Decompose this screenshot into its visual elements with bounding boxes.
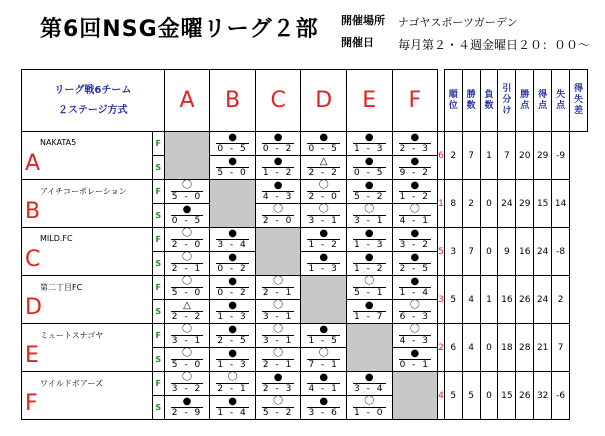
rank-value: 2 xyxy=(438,324,445,372)
result-cell xyxy=(301,228,347,252)
result-cell xyxy=(255,324,301,348)
stat-value: 2 xyxy=(462,180,480,228)
team-letter: B xyxy=(25,199,41,224)
result-mark: ● xyxy=(319,372,329,383)
result-cell xyxy=(255,348,301,372)
result-cell xyxy=(392,228,438,252)
result-cell xyxy=(255,276,301,300)
result-mark: ● xyxy=(182,204,192,215)
stat-header-7: 得 失 差 xyxy=(570,70,588,132)
result-cell xyxy=(210,372,256,396)
result-mark: 〇 xyxy=(409,324,420,335)
result-cell xyxy=(255,372,301,396)
result-score: 0 - 1 xyxy=(399,360,431,370)
result-cell xyxy=(210,156,256,180)
team-cell xyxy=(22,180,153,228)
stat-value: 24 xyxy=(534,276,552,324)
stat-value: 26 xyxy=(516,372,534,420)
result-score: 2 - 2 xyxy=(308,168,339,178)
result-mark: 〇 xyxy=(273,396,284,407)
result-cell xyxy=(392,348,438,372)
team-letter: C xyxy=(25,247,41,272)
rank-value: 1 xyxy=(438,180,445,228)
team-name: MILD.FC xyxy=(40,234,73,243)
result-score: 1 - 2 xyxy=(262,168,294,178)
stage-label: F xyxy=(152,180,164,204)
column-header-e: E xyxy=(346,70,392,132)
result-cell xyxy=(210,324,256,348)
result-cell xyxy=(392,156,438,180)
result-mark: ● xyxy=(319,132,329,143)
result-mark: 〇 xyxy=(364,204,375,215)
stage-label: S xyxy=(152,348,164,372)
result-mark: 〇 xyxy=(409,300,420,311)
stat-value: 15 xyxy=(534,180,552,228)
result-cell xyxy=(301,348,347,372)
result-mark: ● xyxy=(364,180,374,191)
result-cell xyxy=(301,156,347,180)
stat-value: 21 xyxy=(534,324,552,372)
result-cell xyxy=(164,300,210,324)
result-mark: ● xyxy=(410,276,420,287)
result-cell xyxy=(392,204,438,228)
result-cell xyxy=(164,396,210,420)
result-cell xyxy=(346,300,392,324)
result-mark: △ xyxy=(319,156,328,167)
result-mark: ● xyxy=(319,396,329,407)
stat-value: -8 xyxy=(552,228,570,276)
result-mark: 〇 xyxy=(182,228,192,239)
result-score: 2 - 3 xyxy=(399,144,431,154)
result-cell xyxy=(392,276,438,300)
result-score: 7 - 1 xyxy=(308,360,339,370)
result-mark: ● xyxy=(228,276,237,287)
stage-label: S xyxy=(152,396,164,420)
result-score: 2 - 5 xyxy=(217,336,248,346)
stat-value: 2 xyxy=(552,276,570,324)
stat-header-0: 順 位 xyxy=(444,70,462,132)
stat-value: -9 xyxy=(552,132,570,180)
stat-header-6: 失 点 xyxy=(552,70,570,132)
result-score: 2 - 0 xyxy=(308,192,339,202)
header-row xyxy=(22,70,588,132)
stat-value: 29 xyxy=(534,132,552,180)
team-name: 第二丁目FC xyxy=(40,283,83,292)
result-cell xyxy=(301,180,347,204)
result-score: 3 - 1 xyxy=(262,312,294,322)
stat-value: 16 xyxy=(516,228,534,276)
team-cell xyxy=(22,228,153,276)
result-score: 3 - 2 xyxy=(171,384,203,394)
rank-value: 4 xyxy=(438,372,445,420)
rank-value: 3 xyxy=(438,276,445,324)
result-cell xyxy=(255,156,301,180)
result-mark: ● xyxy=(228,132,237,143)
result-score: 1 - 4 xyxy=(217,408,248,418)
column-header-c: C xyxy=(255,70,301,132)
column-header-a: A xyxy=(164,70,210,132)
result-score: 1 - 3 xyxy=(354,144,385,154)
result-score: 4 - 3 xyxy=(262,192,294,202)
result-mark: ● xyxy=(410,228,420,239)
result-score: 3 - 1 xyxy=(171,336,203,346)
stat-value: 7 xyxy=(462,228,480,276)
result-mark: ● xyxy=(273,180,283,191)
corner-line1: リーグ戦6チーム xyxy=(54,84,132,96)
result-score: 2 - 1 xyxy=(217,384,248,394)
result-score: 3 - 2 xyxy=(399,240,431,250)
stat-value: 2 xyxy=(444,132,462,180)
result-cell xyxy=(255,132,301,156)
team-row xyxy=(22,372,588,396)
result-mark: ● xyxy=(228,396,237,407)
stat-value: 16 xyxy=(498,276,516,324)
result-mark: ● xyxy=(410,180,420,191)
stat-value: 7 xyxy=(498,132,516,180)
result-mark: ● xyxy=(273,372,283,383)
stat-value: 5 xyxy=(444,276,462,324)
result-cell xyxy=(346,180,392,204)
result-score: 5 - 1 xyxy=(354,288,385,298)
result-cell xyxy=(301,324,347,348)
result-cell xyxy=(164,372,210,396)
team-name: ミュートスナゴヤ xyxy=(40,331,104,340)
stat-value: 8 xyxy=(444,180,462,228)
result-cell xyxy=(301,204,347,228)
column-header-b: B xyxy=(210,70,256,132)
result-mark: 〇 xyxy=(364,396,375,407)
team-name: ワイルドボアーズ xyxy=(40,379,104,388)
stage-label: F xyxy=(152,372,164,396)
page-title: 第6回NSG金曜リーグ２部 xyxy=(40,17,319,42)
result-score: 1 - 3 xyxy=(354,240,385,250)
column-header-f: F xyxy=(392,70,438,132)
result-cell xyxy=(255,204,301,228)
stat-value: 0 xyxy=(480,228,498,276)
result-mark: △ xyxy=(183,300,191,311)
result-mark: 〇 xyxy=(409,204,420,215)
venue-label: 開催場所 xyxy=(341,14,385,27)
result-mark: ● xyxy=(410,156,420,167)
result-cell xyxy=(346,156,392,180)
stat-value: 5 xyxy=(444,372,462,420)
result-cell xyxy=(346,396,392,420)
result-cell xyxy=(301,372,347,396)
result-mark: ● xyxy=(364,132,374,143)
self-cell xyxy=(164,132,210,180)
result-score: 0 - 2 xyxy=(217,264,248,274)
stat-value: 14 xyxy=(552,180,570,228)
result-mark: ● xyxy=(228,300,237,311)
stage-label: S xyxy=(152,204,164,228)
result-score: 0 - 2 xyxy=(217,288,248,298)
result-cell xyxy=(255,180,301,204)
team-letter: F xyxy=(25,391,38,416)
result-cell xyxy=(255,396,301,420)
result-cell xyxy=(301,396,347,420)
corner-line2: ２ステージ方式 xyxy=(58,104,128,116)
date-label: 開催日 xyxy=(341,36,374,49)
result-score: 3 - 4 xyxy=(217,240,248,250)
result-score: 2 - 0 xyxy=(262,216,294,226)
result-cell xyxy=(210,276,256,300)
result-mark: 〇 xyxy=(182,348,192,359)
result-mark: 〇 xyxy=(273,204,284,215)
result-mark: ● xyxy=(182,396,192,407)
result-mark: ● xyxy=(410,132,420,143)
team-cell xyxy=(22,372,153,420)
stage-label: F xyxy=(152,276,164,300)
result-cell xyxy=(164,252,210,276)
team-name: アイチコーポレーション xyxy=(40,187,127,196)
stat-value: 9 xyxy=(498,228,516,276)
result-score: 3 - 1 xyxy=(354,216,385,226)
team-row xyxy=(22,132,588,156)
result-cell xyxy=(255,300,301,324)
result-cell xyxy=(210,396,256,420)
team-row xyxy=(22,228,588,252)
result-mark: ● xyxy=(364,156,374,167)
result-cell xyxy=(392,300,438,324)
team-letter: E xyxy=(25,343,39,368)
rank-value: 6 xyxy=(438,132,445,180)
result-cell xyxy=(346,252,392,276)
result-cell xyxy=(164,348,210,372)
result-mark: 〇 xyxy=(318,180,329,191)
result-mark: 〇 xyxy=(182,276,192,287)
result-cell xyxy=(392,324,438,348)
result-score: 2 - 9 xyxy=(171,408,203,418)
league-table xyxy=(21,69,588,420)
stat-value: 7 xyxy=(462,132,480,180)
result-cell xyxy=(346,372,392,396)
result-cell xyxy=(164,276,210,300)
result-mark: ● xyxy=(319,228,329,239)
result-score: 1 - 2 xyxy=(308,240,339,250)
result-score: 0 - 5 xyxy=(171,216,203,226)
result-cell xyxy=(346,228,392,252)
result-score: 1 - 5 xyxy=(308,336,339,346)
result-cell xyxy=(301,252,347,276)
stat-value: 24 xyxy=(498,180,516,228)
stat-value: 6 xyxy=(444,324,462,372)
result-score: 2 - 1 xyxy=(171,264,203,274)
stage-label: F xyxy=(152,228,164,252)
date-value: 毎月第２・４週金曜日２０：００～ xyxy=(398,38,591,52)
team-letter: D xyxy=(25,295,42,320)
team-cell xyxy=(22,132,153,180)
stat-header-1: 勝 数 xyxy=(462,70,480,132)
result-cell xyxy=(164,180,210,204)
stat-value: 0 xyxy=(480,372,498,420)
stat-value: 7 xyxy=(552,324,570,372)
result-mark: ● xyxy=(364,372,374,383)
result-mark: 〇 xyxy=(182,252,192,263)
result-mark: ● xyxy=(228,156,237,167)
self-cell xyxy=(255,228,301,276)
result-score: 1 - 0 xyxy=(354,408,385,418)
result-score: 9 - 2 xyxy=(399,168,431,178)
result-score: 3 - 1 xyxy=(308,216,339,226)
result-score: 1 - 2 xyxy=(354,264,385,274)
result-score: 2 - 3 xyxy=(262,384,294,394)
venue-value: ナゴヤスポーツガーデン xyxy=(398,16,518,29)
team-row xyxy=(22,276,588,300)
stat-header-2: 負 数 xyxy=(480,70,498,132)
stat-value: 4 xyxy=(462,324,480,372)
result-mark: 〇 xyxy=(273,300,284,311)
result-mark: ● xyxy=(410,252,420,263)
result-mark: ● xyxy=(273,156,283,167)
result-score: 5 - 2 xyxy=(354,192,385,202)
result-score: 2 - 1 xyxy=(262,360,294,370)
result-cell xyxy=(210,132,256,156)
stat-value: 3 xyxy=(444,228,462,276)
stat-value: 32 xyxy=(534,372,552,420)
result-mark: 〇 xyxy=(182,180,192,191)
result-score: 1 - 7 xyxy=(354,312,385,322)
result-mark: 〇 xyxy=(273,324,284,335)
result-mark: ● xyxy=(410,348,420,359)
result-cell xyxy=(164,204,210,228)
corner-cell xyxy=(22,70,165,132)
stat-value: 4 xyxy=(462,276,480,324)
result-score: 5 - 0 xyxy=(171,360,203,370)
result-score: 3 - 1 xyxy=(262,336,294,346)
result-cell xyxy=(210,228,256,252)
result-mark: ● xyxy=(319,252,329,263)
result-cell xyxy=(346,204,392,228)
result-mark: ● xyxy=(228,228,237,239)
stat-value: 28 xyxy=(516,324,534,372)
result-cell xyxy=(392,180,438,204)
result-score: 4 - 3 xyxy=(399,336,431,346)
result-cell xyxy=(210,348,256,372)
stat-value: 20 xyxy=(516,132,534,180)
result-score: 5 - 2 xyxy=(262,408,294,418)
self-cell xyxy=(392,372,438,420)
result-score: 2 - 1 xyxy=(262,288,294,298)
result-score: 1 - 3 xyxy=(217,360,248,370)
divider xyxy=(438,70,445,132)
result-score: 0 - 5 xyxy=(354,168,385,178)
result-cell xyxy=(346,276,392,300)
stat-value: 29 xyxy=(516,180,534,228)
stat-value: 26 xyxy=(516,276,534,324)
result-score: 0 - 2 xyxy=(262,144,294,154)
stat-value: 5 xyxy=(462,372,480,420)
rank-value: 5 xyxy=(438,228,445,276)
result-mark: ● xyxy=(228,252,237,263)
stat-value: 1 xyxy=(480,132,498,180)
stage-label: F xyxy=(152,132,164,156)
result-mark: 〇 xyxy=(182,324,192,335)
stat-value: 1 xyxy=(480,276,498,324)
stat-value: -6 xyxy=(552,372,570,420)
stat-header-5: 得 点 xyxy=(534,70,552,132)
self-cell xyxy=(210,180,256,228)
result-cell xyxy=(164,228,210,252)
result-cell xyxy=(392,132,438,156)
stage-label: S xyxy=(152,156,164,180)
team-name: NAKATA5 xyxy=(40,138,77,147)
result-score: 5 - 0 xyxy=(171,288,203,298)
result-cell xyxy=(164,324,210,348)
team-letter: A xyxy=(25,151,41,176)
result-score: 5 - 0 xyxy=(217,168,248,178)
result-score: 0 - 5 xyxy=(217,144,248,154)
stage-label: S xyxy=(152,300,164,324)
result-score: 0 - 5 xyxy=(308,144,339,154)
result-score: 2 - 0 xyxy=(171,240,203,250)
result-mark: ● xyxy=(319,324,329,335)
result-mark: 〇 xyxy=(318,348,329,359)
result-mark: 〇 xyxy=(273,348,284,359)
self-cell xyxy=(301,276,347,324)
result-cell xyxy=(210,252,256,276)
stage-label: S xyxy=(152,252,164,276)
team-cell xyxy=(22,324,153,372)
result-score: 3 - 4 xyxy=(354,384,385,394)
result-mark: 〇 xyxy=(364,276,375,287)
result-mark: 〇 xyxy=(273,276,284,287)
result-score: 3 - 6 xyxy=(308,408,339,418)
result-cell xyxy=(301,132,347,156)
result-score: 4 - 1 xyxy=(399,216,431,226)
stage-label: F xyxy=(152,324,164,348)
result-score: 2 - 5 xyxy=(399,264,431,274)
result-score: 5 - 0 xyxy=(171,192,203,202)
column-header-d: D xyxy=(301,70,347,132)
result-mark: 〇 xyxy=(227,372,238,383)
result-mark: 〇 xyxy=(182,372,192,383)
result-mark: ● xyxy=(364,252,374,263)
result-mark: 〇 xyxy=(318,204,329,215)
result-score: 1 - 3 xyxy=(308,264,339,274)
stat-value: 0 xyxy=(480,324,498,372)
stat-value: 18 xyxy=(498,324,516,372)
result-score: 6 - 3 xyxy=(399,312,431,322)
stat-header-4: 勝 点 xyxy=(516,70,534,132)
result-mark: ● xyxy=(228,324,237,335)
team-row xyxy=(22,324,588,348)
result-mark: ● xyxy=(364,228,374,239)
result-score: 2 - 2 xyxy=(171,312,203,322)
result-mark: ● xyxy=(364,300,374,311)
team-cell xyxy=(22,276,153,324)
result-cell xyxy=(346,132,392,156)
team-row xyxy=(22,180,588,204)
result-cell xyxy=(210,300,256,324)
result-cell xyxy=(392,252,438,276)
stat-value: 0 xyxy=(480,180,498,228)
stat-value: 24 xyxy=(534,228,552,276)
result-score: 1 - 3 xyxy=(217,312,248,322)
result-mark: ● xyxy=(228,348,237,359)
stat-value: 15 xyxy=(498,372,516,420)
result-score: 4 - 1 xyxy=(308,384,339,394)
stat-header-3: 引 分 け xyxy=(498,70,516,132)
result-score: 1 - 4 xyxy=(399,288,431,298)
result-mark: ● xyxy=(273,132,283,143)
self-cell xyxy=(346,324,392,372)
result-score: 1 - 2 xyxy=(399,192,431,202)
